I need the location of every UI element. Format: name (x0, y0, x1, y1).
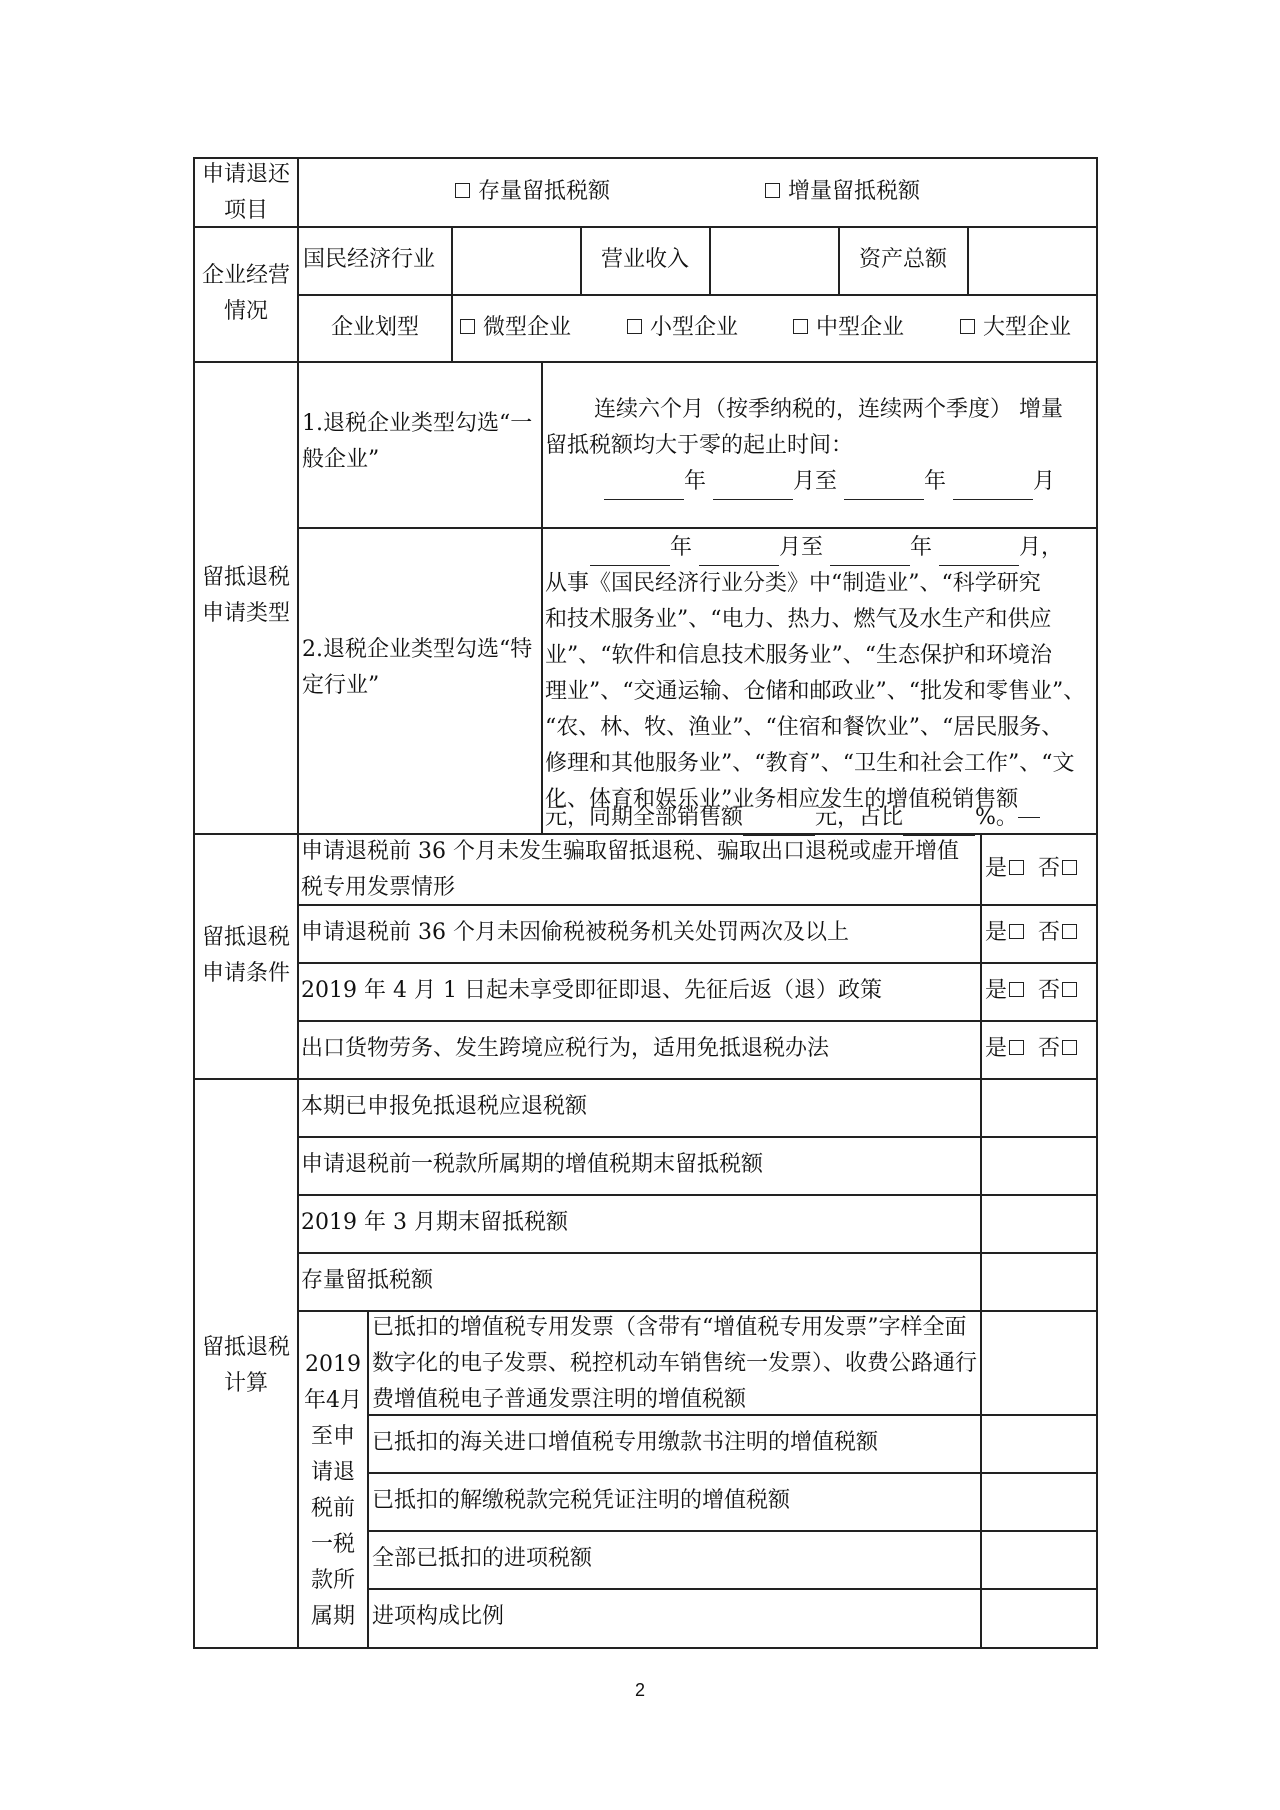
start-month-blank[interactable] (699, 543, 779, 566)
checkbox-icon[interactable] (460, 319, 475, 334)
no-text: 否 (1038, 1036, 1061, 1061)
condition-4: 出口货物劳务、发生跨境应税行为，适用免抵退税办法 (301, 1036, 830, 1061)
checkbox-icon[interactable] (1062, 924, 1077, 939)
period-value-2[interactable] (982, 1416, 1096, 1471)
yes-text: 是 (985, 856, 1008, 881)
year-text: 年 (684, 469, 707, 494)
conditions-label: 留抵退税申请条件 (201, 925, 290, 986)
calc-row-3: 2019 年 3 月期末留抵税额 (301, 1210, 568, 1235)
option-increment-label: 增量留抵税额 (788, 179, 921, 204)
start-year-blank[interactable] (604, 477, 684, 500)
size-option-label: 大型企业 (983, 315, 1072, 340)
calc-value-2[interactable] (982, 1138, 1096, 1193)
month-to-text: 月至 (793, 469, 838, 494)
checkbox-icon[interactable] (1062, 1040, 1077, 1055)
size-option-label: 中型企业 (816, 315, 905, 340)
industry-label: 国民经济行业 (303, 247, 436, 272)
general-text-1: 连续六个月（按季纳税的，连续两个季度） 增量 (594, 397, 1063, 422)
yuan-ratio-text: 元，占比 (815, 805, 904, 830)
month-text: 月 (1033, 469, 1056, 494)
refund-type-label: 留抵退税申请类型 (201, 565, 290, 626)
calculation-label: 留抵退税计算 (201, 1335, 290, 1396)
period-value-3[interactable] (982, 1474, 1096, 1529)
end-year-blank[interactable] (844, 477, 924, 500)
year-text: 年 (910, 535, 933, 560)
end-month-blank[interactable] (953, 477, 1033, 500)
option-stock-credit[interactable] (455, 174, 610, 210)
checkbox-icon[interactable] (1062, 860, 1077, 875)
no-text: 否 (1038, 920, 1061, 945)
size-option-micro[interactable] (460, 310, 571, 346)
no-text: 否 (1038, 978, 1061, 1003)
period-row-1: 已抵扣的增值税专用发票（含带有“增值税专用发票”字样全面数字化的电子发票、税控机动车销售统一发票）、收费公路通行费增值税电子普通发票注明的增值税额 (372, 1315, 978, 1412)
general-text-2: 留抵税额均大于零的起止时间： (545, 433, 854, 458)
condition-1: 申请退税前 36 个月未发生骗取留抵退税、骗取出口退税或虚开增值税专用发票情形 (301, 839, 959, 900)
period-row-3: 已抵扣的解缴税款完税凭证注明的增值税额 (372, 1488, 791, 1513)
period-value-1[interactable] (982, 1312, 1096, 1413)
period-label: 2019年4月至申请退税前一税款所属期 (304, 1352, 362, 1629)
size-option-small[interactable] (627, 310, 738, 346)
general-enterprise-label: 1.退税企业类型勾选“一般企业” (302, 411, 533, 472)
yes-text: 是 (985, 978, 1008, 1003)
period-value-5[interactable] (982, 1590, 1096, 1646)
option-stock-label: 存量留抵税额 (478, 179, 611, 204)
no-text: 否 (1038, 856, 1061, 881)
specific-date-range[interactable] (590, 530, 1063, 566)
calc-row-2: 申请退税前一税款所属期的增值税期末留抵税额 (301, 1152, 764, 1177)
refund-item-label: 申请退还项目 (201, 162, 290, 223)
period-value-4[interactable] (982, 1532, 1096, 1587)
calc-value-4[interactable] (982, 1254, 1096, 1309)
start-year-blank[interactable] (590, 543, 670, 566)
year-text: 年 (670, 535, 693, 560)
specific-line-5: “农、林、牧、渔业”、“住宿和餐饮业”、“居民服务、 (545, 715, 1064, 740)
ratio-blank[interactable] (903, 813, 975, 836)
option-increment-credit[interactable] (765, 174, 920, 210)
specific-industry-label: 2.退税企业类型勾选“特定行业” (302, 637, 533, 698)
checkbox-icon[interactable] (1062, 982, 1077, 997)
percent-text: %。 (975, 805, 1018, 830)
specific-line-1: 从事《国民经济行业分类》中“制造业”、“科学研究 (545, 571, 1041, 596)
checkbox-icon[interactable] (793, 319, 808, 334)
size-option-large[interactable] (960, 310, 1071, 346)
condition-1-answer[interactable] (985, 851, 1077, 887)
condition-4-answer[interactable] (985, 1031, 1077, 1067)
page-number: 2 (634, 1680, 645, 1700)
yuan-text: 元，同期全部销售额 (545, 805, 744, 830)
year-text: 年 (924, 469, 947, 494)
yes-text: 是 (985, 920, 1008, 945)
yes-text: 是 (985, 1036, 1008, 1061)
condition-3-answer[interactable] (985, 973, 1077, 1009)
checkbox-icon[interactable] (1009, 860, 1024, 875)
checkbox-icon[interactable] (1009, 1040, 1024, 1055)
checkbox-icon[interactable] (455, 183, 470, 198)
calc-row-1: 本期已申报免抵退税应退税额 (301, 1094, 588, 1119)
assets-label: 资产总额 (858, 247, 947, 272)
checkbox-icon[interactable] (765, 183, 780, 198)
period-row-5: 进项构成比例 (372, 1604, 505, 1629)
specific-line-3: 业”、“软件和信息技术服务业”、“生态保护和环境治 (545, 643, 1052, 668)
size-option-label: 微型企业 (483, 315, 572, 340)
period-row-2: 已抵扣的海关进口增值税专用缴款书注明的增值税额 (372, 1430, 879, 1455)
sales-amount-blank[interactable] (1018, 795, 1040, 818)
specific-line-4: 理业”、“交通运输、仓储和邮政业”、“批发和零售业”、 (545, 679, 1086, 704)
business-label: 企业经营情况 (201, 263, 290, 324)
size-option-medium[interactable] (793, 310, 904, 346)
specific-line-7-text: 化、体育和娱乐业”业务相应发生的增值税销售额 (545, 787, 1019, 812)
condition-3: 2019 年 4 月 1 日起未享受即征即退、先征后返（退）政策 (301, 978, 882, 1003)
checkbox-icon[interactable] (960, 319, 975, 334)
checkbox-icon[interactable] (1009, 924, 1024, 939)
size-option-label: 小型企业 (650, 315, 739, 340)
condition-2: 申请退税前 36 个月未因偷税被税务机关处罚两次及以上 (301, 920, 849, 945)
general-date-range[interactable] (604, 464, 1055, 500)
assets-field[interactable] (969, 228, 1095, 293)
industry-field[interactable] (453, 228, 579, 293)
total-sales-blank[interactable] (743, 813, 815, 836)
end-year-blank[interactable] (830, 543, 910, 566)
specific-line-2: 和技术服务业”、“电力、热力、燃气及水生产和供应 (545, 607, 1052, 632)
specific-line-6: 修理和其他服务业”、“教育”、“卫生和社会工作”、“文 (545, 751, 1075, 776)
revenue-field[interactable] (711, 228, 837, 293)
month-comma-text: 月， (1019, 535, 1064, 560)
specific-line-8 (545, 800, 1018, 836)
checkbox-icon[interactable] (627, 319, 642, 334)
period-row-4: 全部已抵扣的进项税额 (372, 1546, 593, 1571)
calc-value-1[interactable] (982, 1080, 1096, 1135)
size-label: 企业划型 (330, 315, 419, 340)
checkbox-icon[interactable] (1009, 982, 1024, 997)
revenue-label: 营业收入 (600, 247, 689, 272)
calc-value-3[interactable] (982, 1196, 1096, 1251)
condition-2-answer[interactable] (985, 915, 1077, 951)
month-to-text: 月至 (779, 535, 824, 560)
start-month-blank[interactable] (713, 477, 793, 500)
calc-row-4: 存量留抵税额 (301, 1268, 434, 1293)
end-month-blank[interactable] (939, 543, 1019, 566)
